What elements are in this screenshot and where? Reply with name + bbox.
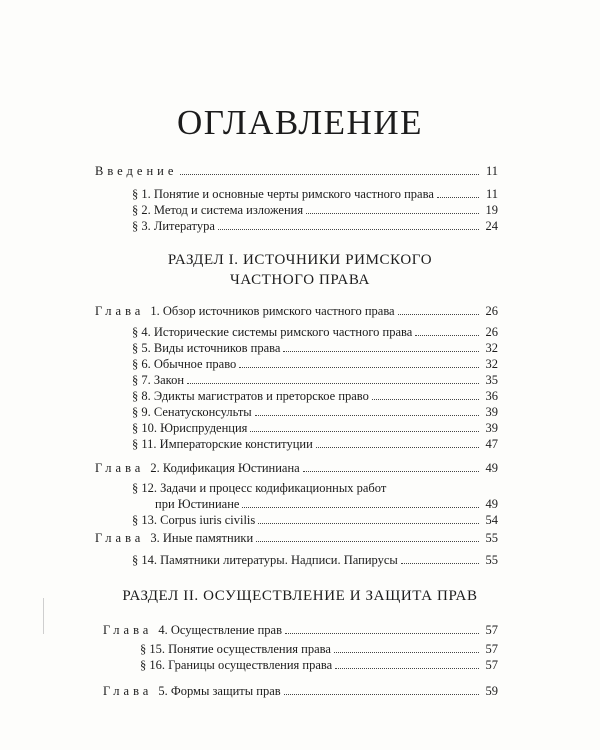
toc-entry-s5 bbox=[132, 340, 498, 356]
toc-entry-text: § 3. Литература bbox=[132, 219, 215, 233]
toc-entry-page: 19 bbox=[485, 203, 498, 217]
dot-leader bbox=[258, 512, 479, 524]
toc-chapter-5 bbox=[103, 683, 498, 699]
dot-leader bbox=[401, 552, 479, 564]
page-edge-mark bbox=[43, 598, 44, 634]
toc-entry-s12-line1: § 12. Задачи и процесс кодификационных работ bbox=[132, 481, 387, 495]
chapter-prefix: Глава bbox=[103, 623, 153, 637]
dot-leader bbox=[334, 641, 479, 653]
toc-entry-s9 bbox=[132, 404, 498, 420]
toc-entry-text: § 8. Эдикты магистратов и преторское право bbox=[132, 389, 369, 403]
toc-entry-text: 3. Иные памятники bbox=[150, 531, 254, 545]
toc-entry-page: 54 bbox=[485, 513, 498, 527]
toc-entry-text: 1. Обзор источников римского частного права bbox=[150, 304, 395, 318]
toc-entry-page: 59 bbox=[485, 684, 498, 698]
toc-entry-page: 36 bbox=[485, 389, 498, 403]
toc-entry-page: 26 bbox=[485, 304, 498, 318]
toc-entry-page: 32 bbox=[485, 341, 498, 355]
toc-chapter-3 bbox=[95, 530, 498, 546]
dot-leader bbox=[316, 436, 479, 448]
toc-entry-text: § 2. Метод и система изложения bbox=[132, 203, 304, 217]
dot-leader bbox=[285, 622, 479, 634]
toc-entry-page: 57 bbox=[485, 658, 498, 672]
toc-entry-s12 bbox=[155, 496, 498, 512]
toc-entry-page: 47 bbox=[485, 437, 498, 451]
section-heading-1: РАЗДЕЛ I. ИСТОЧНИКИ РИМСКОГО bbox=[167, 252, 433, 268]
toc-entry-s4 bbox=[132, 324, 498, 340]
toc-entry-s13 bbox=[132, 512, 498, 528]
toc-entry-text: § 9. Сенатусконсульты bbox=[132, 405, 252, 419]
toc-entry-text: § 15. Понятие осуществления права bbox=[140, 642, 331, 656]
toc-entry-text: § 13. Corpus iuris civilis bbox=[132, 513, 256, 527]
toc-chapter-1 bbox=[95, 303, 498, 319]
toc-entry-s16 bbox=[140, 657, 498, 673]
dot-leader bbox=[250, 420, 479, 432]
toc-entry-page: 57 bbox=[485, 642, 498, 656]
dot-leader bbox=[335, 657, 479, 669]
toc-entry-s2 bbox=[132, 202, 498, 218]
toc-entry-text: § 5. Виды источников права bbox=[132, 341, 281, 355]
dot-leader bbox=[180, 163, 479, 175]
toc-entry-page: 35 bbox=[485, 373, 498, 387]
chapter-prefix: Глава bbox=[103, 684, 153, 698]
toc-entry-page: 32 bbox=[485, 357, 498, 371]
toc-entry-page: 55 bbox=[485, 553, 498, 567]
toc-entry-text: при Юстиниане bbox=[155, 497, 240, 511]
dot-leader bbox=[255, 404, 479, 416]
section-heading-1-cont: ЧАСТНОГО ПРАВА bbox=[230, 272, 370, 288]
dot-leader bbox=[218, 218, 479, 230]
toc-entry-text: 2. Кодификация Юстиниана bbox=[150, 461, 300, 475]
toc-entry-s7 bbox=[132, 372, 498, 388]
dot-leader bbox=[372, 388, 479, 400]
toc-entry-intro bbox=[95, 163, 498, 179]
chapter-prefix: Глава bbox=[95, 304, 145, 318]
toc-entry-text: § 14. Памятники литературы. Надписи. Папирусы bbox=[132, 553, 398, 567]
toc-entry-s15 bbox=[140, 641, 498, 657]
toc-entry-text: § 6. Обычное право bbox=[132, 357, 237, 371]
toc-entry-text: § 4. Исторические системы римского частного права bbox=[132, 325, 413, 339]
toc-entry-page: 55 bbox=[485, 531, 498, 545]
toc-entry-s10 bbox=[132, 420, 498, 436]
toc-entry-page: 49 bbox=[485, 497, 498, 511]
toc-entry-s3 bbox=[132, 218, 498, 234]
chapter-prefix: Глава bbox=[95, 461, 145, 475]
toc-entry-s14 bbox=[132, 552, 498, 568]
toc-chapter-4 bbox=[103, 622, 498, 638]
toc-entry-text: 4. Осуществление прав bbox=[158, 623, 282, 637]
toc-entry-s1 bbox=[132, 186, 498, 202]
toc-entry-page: 39 bbox=[485, 421, 498, 435]
toc-entry-page: 24 bbox=[485, 219, 498, 233]
toc-entry-s6 bbox=[132, 356, 498, 372]
toc-chapter-2 bbox=[95, 460, 498, 476]
toc-entry-text: § 1. Понятие и основные черты римского частного права bbox=[132, 187, 434, 201]
toc-entry-page: 49 bbox=[485, 461, 498, 475]
dot-leader bbox=[187, 372, 479, 384]
dot-leader bbox=[437, 186, 479, 198]
toc-entry-text: § 11. Императорские конституции bbox=[132, 437, 313, 451]
toc-entry-page: 11 bbox=[485, 187, 498, 201]
dot-leader bbox=[283, 340, 479, 352]
section-heading-2: РАЗДЕЛ II. ОСУЩЕСТВЛЕНИЕ И ЗАЩИТА ПРАВ bbox=[122, 588, 478, 604]
dot-leader bbox=[398, 303, 479, 315]
toc-entry-text: § 7. Закон bbox=[132, 373, 185, 387]
toc-entry-label: Введение bbox=[95, 164, 178, 178]
dot-leader bbox=[306, 202, 479, 214]
toc-entry-s8 bbox=[132, 388, 498, 404]
toc-entry-page: 57 bbox=[485, 623, 498, 637]
page-title: ОГЛАВЛЕНИЕ bbox=[177, 103, 423, 142]
toc-entry-text: § 10. Юриспруденция bbox=[132, 421, 248, 435]
dot-leader bbox=[284, 683, 479, 695]
chapter-prefix: Глава bbox=[95, 531, 145, 545]
dot-leader bbox=[256, 530, 479, 542]
dot-leader bbox=[242, 496, 479, 508]
toc-entry-page: 26 bbox=[485, 325, 498, 339]
toc-entry-s11 bbox=[132, 436, 498, 452]
toc-entry-page: 11 bbox=[485, 164, 498, 178]
dot-leader bbox=[303, 460, 479, 472]
toc-entry-page: 39 bbox=[485, 405, 498, 419]
dot-leader bbox=[415, 324, 479, 336]
toc-entry-text: 5. Формы защиты прав bbox=[158, 684, 281, 698]
toc-entry-text: § 16. Границы осуществления права bbox=[140, 658, 333, 672]
dot-leader bbox=[239, 356, 479, 368]
